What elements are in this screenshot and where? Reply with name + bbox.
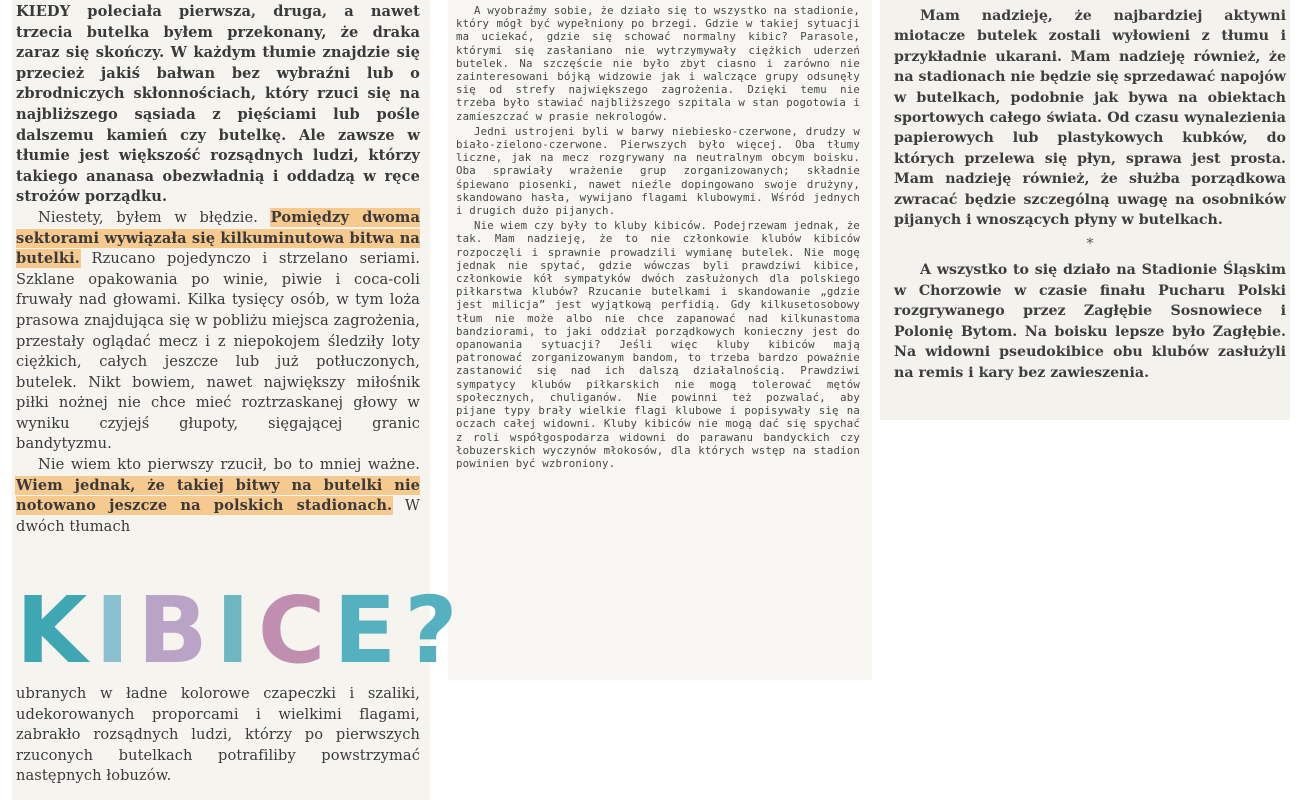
- left-p2-before: Niestety, byłem w błędzie.: [38, 208, 271, 226]
- middle-paragraph-1: A wyobraźmy sobie, że działo się to wszystko na stadionie, który mógł być wypełniony po brzegi. Gdzie w takiej sytuacji ma uciekać, gdzie się schować normalny kibic? Parasole, którymi się zasłaniano nie wytrzymywały ciężkich uderzeń butelek. Na szczęście nie było zbyt ciasno i zarówno nie zainteresowani bójką widzowie jak i walczące grupy odsunęły się od strefy największego zagrożenia. Dzięki temu nie trzeba było stawiać najbliższego szpitala w stan pogotowia i zamieszczać w prasie nekrologów.: [456, 4, 860, 123]
- left-column-bottom-text: [16, 684, 420, 787]
- left-p1-text: KIEDY poleciała pierwsza, druga, a nawet trzecia butelka byłem przekonany, że draka zaraz się skończy. W każdym tłumie znajdzie się przecież jakiś bałwan bez wybraźni lub o zbrodniczych skłonnościach, który rzuci się na najbliższego sąsiada z pięściami lub pośle dalszemu kamień czy butelkę. Ale zawsze w tłumie jest większość rozsądnych ludzi, którzy takiego ananasa obezwładnią i oddadzą w ręce strożów porządku.: [16, 3, 420, 206]
- left-p2-after: Rzucano pojedynczo i strzelano seriami. Szklane opakowania po winie, piwie i coca-coli fruwały nad głowami. Kilka tysięcy osób, w tym loża prasowa znajdująca się w pobliżu miejsca zagrożenia, przestały oglądać mecz i z niepokojem śledziły loty ciężkich, całych jeszcze lub już potłuczonych, butelek. Nikt bowiem, nawet największy miłośnik piłki nożnej nie chce mieć roztrzaskanej głowy w wyniku czyjejś głupoty, sięgającej granic bandytyzmu.: [16, 250, 420, 453]
- highlighted-sentence-1: Pomiędzy dwoma sektorami wywiązała się kilkuminutowa bitwa na butelki.: [16, 208, 420, 268]
- left-paragraph-3: [16, 455, 420, 537]
- left-p4-text: ubranych w ładne kolorowe czapeczki i szaliki, udekorowanych proporcami i wielkimi flagami, zabrakło rozsądnych ludzi, którzy po pierwszych rzuconych butelkach potrafiliby powstrzymać następnych łobuzów.: [16, 685, 420, 785]
- left-paragraph-4: [16, 684, 420, 787]
- headline-letter: C: [257, 577, 334, 684]
- right-paragraph-2: A wszystko to się działo na Stadionie Śląskim w Chorzowie w czasie finału Pucharu Polski rozgrywanego przez Zagłębie Sosnowiece i Polonię Bytom. Na boisku lepsze było Zagłębie. Na widowni pseudokibice obu klubów zasłużyli na remis i kary bez zawieszenia.: [894, 262, 1286, 381]
- headline-letter: I: [215, 577, 258, 684]
- middle-paragraph-3: Nie wiem czy były to kluby kibiców. Podejrzewam jednak, że tak. Mam nadzieję, że to nie członkowie klubów kibiców rozpoczęli i sprawnie prowadzili wymianę butelek. Nie mogę jednak nie spytać, gdzie wówczas byli prawdziwi kibice, członkowie kół sympatyków dwóch zasłużonych dla polskiego piłkarstwa klubów? Rzucanie butelkami i skandowanie „gdzie jest milicja” jest wyjątkową perfidią. Gdy kilkusetosobowy tłum nie może albo nie chce zapanować nad kilkunastoma bandziorami, to jaki oddział porządkowych konieczny jest do opanowania sytuacji? Jeśli więc kluby kibiców mają patronować zorganizowanym bandom, to trzeba bardzo poważnie zastanowić się nad ich dalszą działalnością. Prawdziwi sympatycy klubów piłkarskich nie mogą tolerować mętów społecznych, chuliganów. Nie powinni też pozwalać, aby pijane typy brały wielkie flagi klubowe i popisywały się na oczach całej widowni. Kluby kibiców nie mogą dać się spychać z roli współgospodarza widowni do parawanu bandyckich czy łobuzerskich wyczynów młokosów, dla których wstęp na stadion powinien być wzbroniony.: [456, 219, 860, 470]
- left-p3-before: Nie wiem kto pierwszy rzucił, bo to mniej ważne.: [38, 456, 420, 474]
- left-p3-after: W dwóch tłumach: [16, 497, 420, 535]
- right-column-text: [894, 6, 1286, 383]
- middle-column-text: [456, 4, 860, 472]
- left-column-text: [16, 2, 420, 537]
- highlighted-sentence-2: Wiem jednak, że takiej bitwy na butelki nie notowano jeszcze na polskich stadionach.: [16, 476, 420, 515]
- star-separator: *: [1086, 236, 1094, 253]
- headline-letter: K: [16, 577, 96, 684]
- right-paragraph-1: Mam nadzieję, że najbardziej aktywni miotacze butelek zostali wyłowieni z tłumu i przykładnie ukarani. Mam nadzieję również, że na stadionach nie będzie się sprzedawać napojów w butelkach, podobnie jak bywa na obiektach sportowych całego świata. Od czasu wynalezienia papierowych lub plastykowych kubków, do których przelewa się płyn, sprawa jest prosta. Mam nadzieję również, że służba porządkowa zwracać będzie szczególną uwagę na osobników pijanych i wnoszących płyny w butelkach.: [894, 8, 1286, 229]
- left-paragraph-2: [16, 208, 420, 455]
- headline-letter: I: [95, 577, 138, 684]
- left-paragraph-1: [16, 2, 420, 208]
- headline-kibice: [16, 577, 466, 684]
- headline-letter: E?: [333, 577, 466, 684]
- middle-paragraph-2: Jedni ustrojeni byli w barwy niebiesko-czerwone, drudzy w biało-zielono-czerwone. Pierwszych było więcej. Oba tłumy liczne, jak na mecz rozgrywany na neutralnym obcym boisku. Oba sprawiały wrażenie grup zorganizowanych; składnie śpiewano piosenki, nawet nieźle dopingowano swoje drużyny, skandowano hasła, wywijano flagami klubowymi. Wśród jednych i drugich dużo pijanych.: [456, 124, 860, 218]
- headline-letter: B: [137, 577, 216, 684]
